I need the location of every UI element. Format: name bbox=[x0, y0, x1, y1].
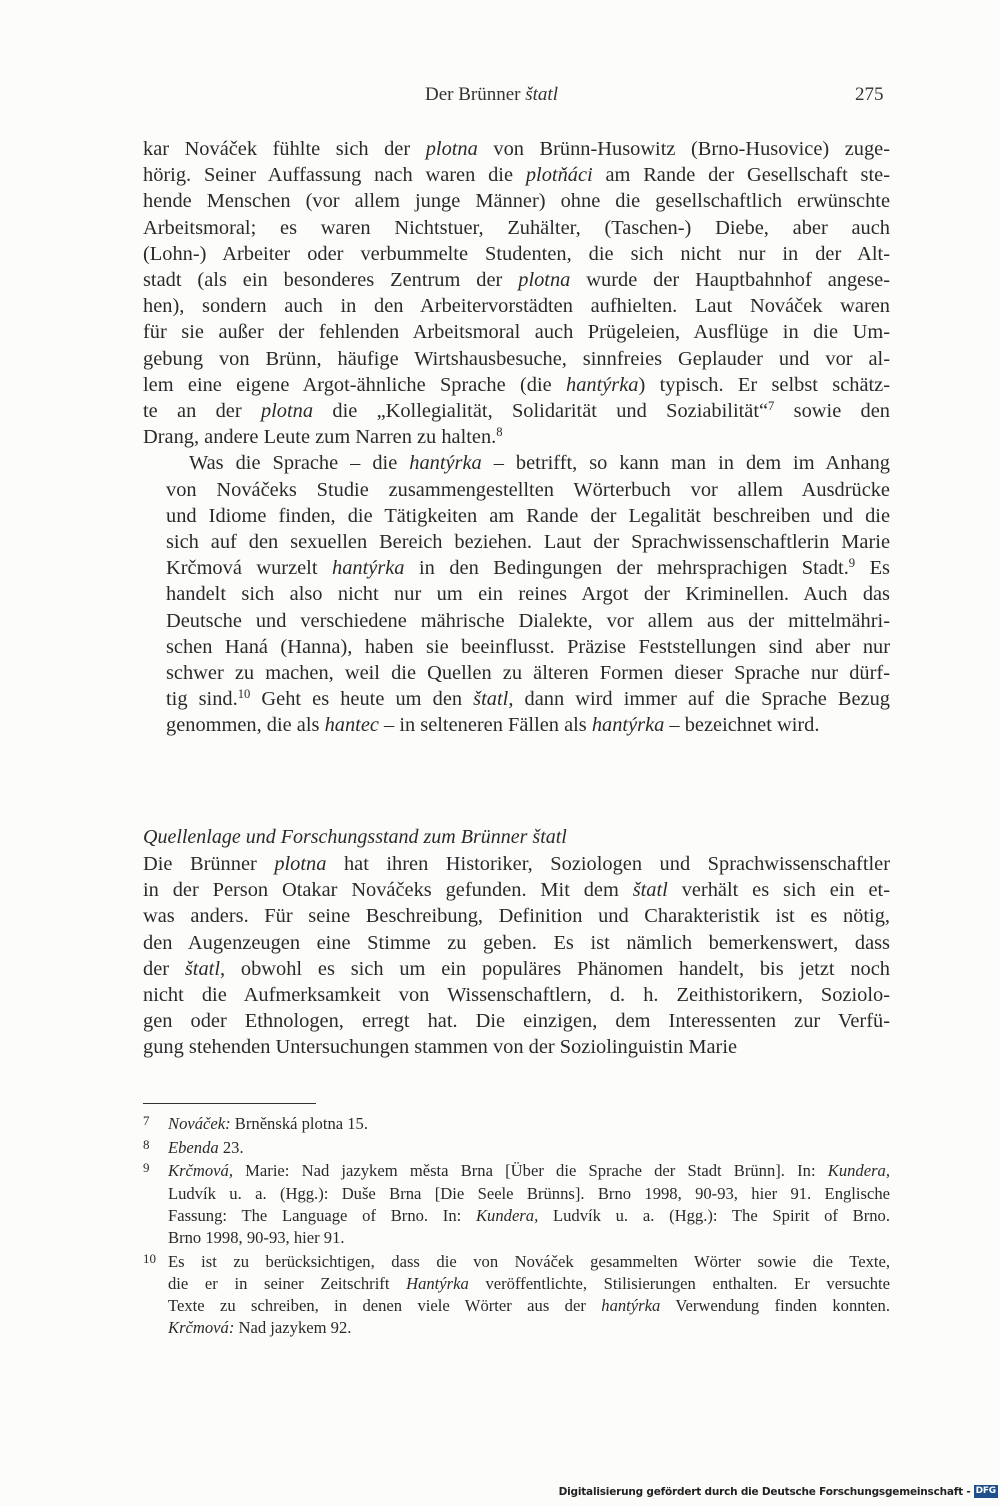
text-run: schen Haná (Hanna), haben sie beeinflusst. Präzise Feststellungen sind aber nur bbox=[166, 635, 890, 658]
text-line bbox=[143, 267, 890, 293]
paragraph bbox=[143, 136, 890, 450]
text-line bbox=[143, 581, 890, 607]
text-line bbox=[143, 424, 890, 450]
text-run: was anders. Für seine Beschreibung, Definition und Charakteristik ist es nötig, bbox=[143, 905, 890, 928]
footnote-ref[interactable]: 7 bbox=[768, 399, 775, 414]
text-run: lem eine eigene Argot-ähnliche Sprache (die bbox=[143, 373, 566, 396]
italic-term: hantýrka bbox=[601, 1296, 661, 1316]
text-line bbox=[143, 903, 890, 929]
text-line bbox=[143, 241, 890, 267]
text-run: , obwohl es sich um ein populäres Phänomen handelt, bis jetzt noch bbox=[220, 957, 891, 980]
italic-term: štatl bbox=[184, 957, 220, 980]
text-run: Verwendung finden konnten. bbox=[660, 1296, 890, 1316]
italic-term: Krčmová, bbox=[168, 1161, 233, 1181]
text-run: Marie: Nad jazykem města Brna [Über die Sprache der Stadt Brünn]. In: bbox=[232, 1161, 828, 1181]
text-run: wurde der Hauptbahnhof angese- bbox=[570, 269, 890, 292]
text-run: gebung von Brünn, häufige Wirtshausbesuche, sinnfreies Geplauder und vor al- bbox=[143, 347, 890, 370]
text-run: Ludvík u. a. (Hgg.): The Spirit of Brno. bbox=[538, 1205, 890, 1225]
footnote-10 bbox=[143, 1251, 890, 1340]
text-run: verhält es sich ein et- bbox=[667, 879, 890, 902]
text-run: kar Nováček fühlte sich der bbox=[143, 138, 426, 160]
text-run: für sie außer der fehlenden Arbeitsmoral auch Prügeleien, Ausflüge in die Um- bbox=[143, 321, 890, 344]
text-run: Fassung: The Language of Brno. In: bbox=[168, 1205, 476, 1225]
italic-term: plotňáci bbox=[525, 164, 593, 187]
italic-term: Ebenda bbox=[168, 1137, 219, 1157]
text-run: sowie den bbox=[774, 400, 890, 423]
text-run: handelt sich also nicht nur um ein reines Argot der Kriminellen. Auch das bbox=[166, 583, 890, 606]
text-line bbox=[143, 398, 890, 424]
footnote-line bbox=[168, 1160, 890, 1182]
text-run: gen oder Ethnologen, erregt hat. Die einzigen, dem Interessenten zur Verfü- bbox=[143, 1010, 890, 1033]
italic-term: Kundera, bbox=[475, 1205, 539, 1225]
text-run: genommen, die als bbox=[166, 714, 325, 737]
paragraph bbox=[143, 851, 890, 1061]
text-line bbox=[143, 686, 890, 712]
footnote-number: 9 bbox=[143, 1160, 150, 1176]
text-run: Nad jazykem 92. bbox=[234, 1318, 352, 1338]
text-run: gung stehenden Untersuchungen stammen von der Soziolinguistin Marie bbox=[143, 1036, 738, 1059]
text-line bbox=[143, 346, 890, 372]
footnote-line bbox=[168, 1113, 890, 1135]
running-head bbox=[425, 84, 558, 106]
text-line bbox=[143, 136, 890, 162]
text-run: von Brünn-Husowitz (Brno-Husovice) zuge- bbox=[477, 138, 890, 160]
text-run: der bbox=[143, 957, 185, 980]
text-line bbox=[143, 930, 890, 956]
footnotes bbox=[143, 1113, 890, 1341]
text-line bbox=[143, 712, 890, 738]
text-run: von Nováčeks Studie zusammengestellten Wörterbuch vor allem Ausdrücke bbox=[166, 478, 890, 501]
text-run: Krčmová wurzelt bbox=[166, 557, 333, 580]
text-run: schwer zu machen, weil die Quellen zu älteren Formen dieser Sprache nur dürf- bbox=[166, 662, 890, 685]
italic-term: hantec bbox=[324, 714, 379, 737]
footnote-ref[interactable]: 10 bbox=[237, 687, 251, 702]
footnote-line bbox=[168, 1251, 890, 1273]
footnote-number: 8 bbox=[143, 1136, 150, 1152]
text-run: in den Bedingungen der mehrsprachigen Stadt. bbox=[404, 557, 849, 580]
text-run: , dann wird immer auf die Sprache Bezug bbox=[508, 688, 890, 711]
text-line bbox=[143, 608, 890, 634]
text-run: Texte zu schreiben, in denen viele Wörter aus der bbox=[168, 1296, 602, 1316]
section-body-text bbox=[143, 851, 890, 1061]
text-run: nicht die Aufmerksamkeit von Wissenschaftlern, d. h. Zeithistorikern, Soziolo- bbox=[143, 984, 890, 1007]
italic-term: Kundera, bbox=[827, 1161, 890, 1181]
text-line bbox=[143, 162, 890, 188]
text-run: Arbeitsmoral; es waren Nichtstuer, Zuhälter, (Taschen-) Diebe, aber auch bbox=[143, 216, 890, 239]
footnote-number: 7 bbox=[143, 1113, 150, 1128]
running-head-text: Der Brünner bbox=[425, 84, 526, 105]
text-run: den Augenzeugen eine Stimme zu geben. Es ist nämlich bemerkenswert, dass bbox=[143, 931, 890, 954]
text-line bbox=[143, 529, 890, 555]
text-line bbox=[143, 188, 890, 214]
text-run: veröffentlichte, Stilisierungen enthalten. Er versuchte bbox=[468, 1273, 890, 1293]
page-number: 275 bbox=[855, 84, 884, 105]
text-run: – bezeichnet wird. bbox=[664, 714, 820, 737]
section-heading: Quellenlage und Forschungsstand zum Brünner štatl bbox=[143, 826, 567, 848]
text-run: die er in seiner Zeitschrift bbox=[168, 1273, 407, 1293]
dfg-funding-banner bbox=[559, 1485, 998, 1498]
text-run: te an der bbox=[143, 400, 261, 423]
text-line bbox=[143, 319, 890, 345]
text-run: – betrifft, so kann man in dem im Anhang bbox=[481, 452, 890, 475]
text-line bbox=[143, 450, 890, 476]
funding-note: Digitalisierung gefördert durch die Deutsche Forschungsgemeinschaft - bbox=[558, 1485, 971, 1498]
italic-term: hantýrka bbox=[332, 557, 405, 580]
italic-term: štatl bbox=[473, 688, 509, 711]
italic-term: Krčmová: bbox=[168, 1318, 235, 1338]
text-line bbox=[143, 372, 890, 398]
italic-term: plotna bbox=[518, 269, 571, 292]
text-line bbox=[143, 1034, 890, 1060]
italic-term: Hantýrka bbox=[406, 1273, 469, 1293]
italic-term: hantýrka bbox=[409, 452, 482, 475]
text-line bbox=[143, 877, 890, 903]
text-run: Was die Sprache – die bbox=[189, 452, 410, 475]
text-run: sich auf den sexuellen Bereich beziehen. Laut der Sprachwissenschaftlerin Marie bbox=[166, 531, 890, 554]
footnote-line bbox=[168, 1183, 890, 1205]
dfg-logo-icon: DFG bbox=[975, 1486, 996, 1496]
text-run: am Rande der Gesellschaft ste- bbox=[592, 164, 890, 187]
italic-term: štatl bbox=[632, 879, 668, 902]
italic-term: hantýrka bbox=[566, 373, 639, 396]
text-run: Deutsche und verschiedene mährische Dialekte, vor allem aus der mittelmähri- bbox=[166, 609, 890, 632]
footnote-ref[interactable]: 9 bbox=[848, 556, 856, 571]
paragraph bbox=[143, 450, 890, 738]
italic-term: plotna bbox=[425, 138, 478, 160]
text-line bbox=[143, 1008, 890, 1034]
italic-term: hantýrka bbox=[591, 714, 665, 737]
text-line bbox=[143, 555, 890, 581]
text-line bbox=[143, 982, 890, 1008]
italic-term: plotna bbox=[260, 400, 314, 423]
text-run: hen), sondern auch in den Arbeitervorstädten aufhielten. Laut Nováček waren bbox=[143, 295, 890, 318]
text-run: hörig. Seiner Auffassung nach waren die bbox=[143, 164, 526, 187]
footnote-7 bbox=[143, 1113, 890, 1135]
text-run: Die Brünner bbox=[143, 853, 275, 875]
footnote-rule bbox=[143, 1103, 316, 1104]
text-run: und Idiome finden, die Tätigkeiten am Rande der Legalität beschreiben und die bbox=[166, 504, 890, 527]
body-text bbox=[143, 136, 890, 739]
text-line bbox=[143, 634, 890, 660]
footnote-line bbox=[168, 1137, 890, 1159]
text-run: stadt (als ein besonderes Zentrum der bbox=[143, 269, 519, 292]
footnote-number: 10 bbox=[143, 1250, 156, 1266]
text-run: ) typisch. Er selbst schätz- bbox=[638, 373, 890, 396]
text-line bbox=[143, 503, 890, 529]
text-run: Es bbox=[855, 557, 890, 580]
text-run: 23. bbox=[218, 1137, 244, 1157]
text-line bbox=[143, 215, 890, 241]
footnote-line bbox=[168, 1273, 890, 1295]
text-run: Geht es heute um den bbox=[250, 688, 474, 711]
italic-term: Nováček: bbox=[168, 1114, 231, 1133]
footnote-9 bbox=[143, 1160, 890, 1249]
text-run: die „Kollegialität, Solidarität und Soziabilität“ bbox=[313, 400, 769, 423]
text-line bbox=[143, 477, 890, 503]
text-run: Brno 1998, 90-93, hier 91. bbox=[168, 1228, 345, 1248]
footnote-8 bbox=[143, 1137, 890, 1159]
text-run: hat ihren Historiker, Soziologen und Sprachwissenschaftler bbox=[326, 853, 890, 875]
text-run: in der Person Otakar Nováčeks gefunden. Mit dem bbox=[143, 879, 633, 902]
text-line bbox=[143, 851, 890, 877]
text-run: Ludvík u. a. (Hgg.): Duše Brna [Die Seele Brünns]. Brno 1998, 90-93, hier 91. Englische bbox=[168, 1183, 890, 1203]
running-head-italic: štatl bbox=[525, 84, 558, 105]
text-run: Brněnská plotna 15. bbox=[230, 1114, 368, 1133]
footnote-line bbox=[168, 1205, 890, 1227]
text-run: Drang, andere Leute zum Narren zu halten. bbox=[143, 426, 497, 449]
text-run: (Lohn-) Arbeiter oder verbummelte Studenten, die sich nicht nur in der Alt- bbox=[143, 242, 890, 265]
footnote-line bbox=[168, 1227, 890, 1249]
text-run: Es ist zu berücksichtigen, dass die von Nováček gesammelten Wörter sowie die Texte, bbox=[168, 1251, 890, 1271]
footnote-line bbox=[168, 1317, 890, 1339]
text-run: tig sind. bbox=[166, 688, 238, 711]
footnote-ref[interactable]: 8 bbox=[496, 425, 503, 440]
text-line bbox=[143, 660, 890, 686]
italic-term: plotna bbox=[274, 853, 327, 875]
text-run: hende Menschen (vor allem junge Männer) ohne die gesellschaftlich erwünschte bbox=[143, 190, 890, 213]
footnote-line bbox=[168, 1295, 890, 1317]
text-line bbox=[143, 293, 890, 319]
text-run: – in selteneren Fällen als bbox=[378, 714, 592, 737]
text-line bbox=[143, 956, 890, 982]
